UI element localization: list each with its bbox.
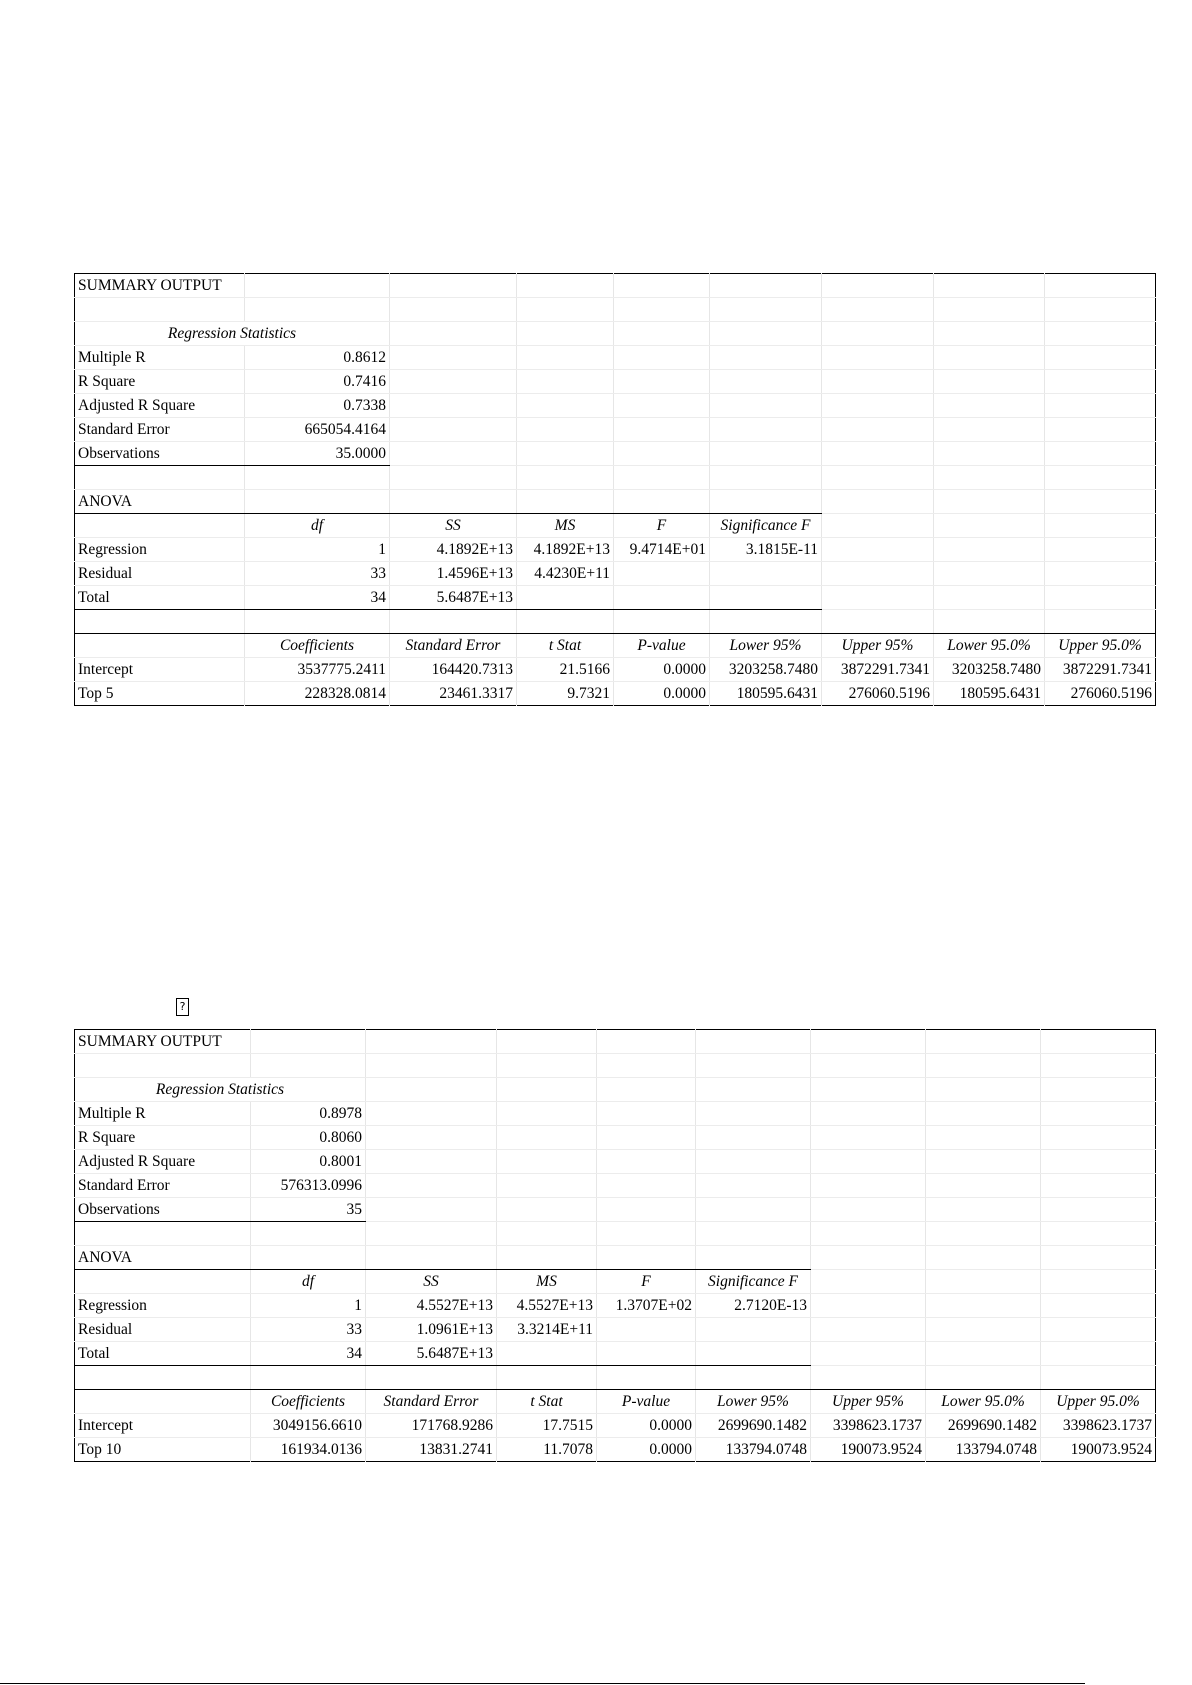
anova-df: 33 <box>251 1318 366 1342</box>
coef-header: Coefficients <box>251 1390 366 1414</box>
coef-value: 190073.9524 <box>811 1438 926 1462</box>
coef-value: 3872291.7341 <box>822 658 934 682</box>
coef-header: Standard Error <box>390 634 517 658</box>
coef-value: 133794.0748 <box>696 1438 811 1462</box>
summary-title: SUMMARY OUTPUT <box>75 1030 251 1054</box>
coef-header: Lower 95% <box>710 634 822 658</box>
anova-ss: 1.4596E+13 <box>390 562 517 586</box>
coef-header: Lower 95% <box>696 1390 811 1414</box>
anova-df: 34 <box>245 586 390 610</box>
anova-header-df: df <box>251 1270 366 1294</box>
coef-header: P-value <box>614 634 710 658</box>
coef-value: 0.0000 <box>614 682 710 706</box>
anova-row-label: Regression <box>75 1294 251 1318</box>
coef-value: 180595.6431 <box>934 682 1045 706</box>
anova-title: ANOVA <box>75 490 245 514</box>
coef-header: Upper 95.0% <box>1041 1390 1156 1414</box>
anova-row-label: Total <box>75 1342 251 1366</box>
anova-sig: 2.7120E-13 <box>696 1294 811 1318</box>
coef-value: 2699690.1482 <box>696 1414 811 1438</box>
stat-label: Standard Error <box>75 1174 251 1198</box>
coef-value: 161934.0136 <box>251 1438 366 1462</box>
anova-header-ss: SS <box>366 1270 497 1294</box>
anova-row-label: Regression <box>75 538 245 562</box>
anova-header-ss: SS <box>390 514 517 538</box>
anova-ms: 4.5527E+13 <box>497 1294 597 1318</box>
coef-value: 3398623.1737 <box>1041 1414 1156 1438</box>
coef-row-label: Top 10 <box>75 1438 251 1462</box>
summary-title: SUMMARY OUTPUT <box>75 274 245 298</box>
missing-glyph-icon: ? <box>176 998 189 1016</box>
anova-ss: 4.1892E+13 <box>390 538 517 562</box>
anova-header-ms: MS <box>517 514 614 538</box>
anova-sig: 3.1815E-11 <box>710 538 822 562</box>
page-bottom-rule <box>0 1683 1085 1684</box>
stat-value: 0.7416 <box>245 370 390 394</box>
stat-value: 665054.4164 <box>245 418 390 442</box>
coef-value: 9.7321 <box>517 682 614 706</box>
anova-ss: 5.6487E+13 <box>366 1342 497 1366</box>
anova-row-label: Residual <box>75 1318 251 1342</box>
coef-value: 17.7515 <box>497 1414 597 1438</box>
anova-header-significance-f: Significance F <box>696 1270 811 1294</box>
coef-value: 21.5166 <box>517 658 614 682</box>
anova-header-f: F <box>597 1270 696 1294</box>
anova-df: 1 <box>245 538 390 562</box>
regression-statistics-header: Regression Statistics <box>75 322 390 346</box>
coef-value: 276060.5196 <box>822 682 934 706</box>
coef-header: t Stat <box>497 1390 597 1414</box>
stat-value: 0.8001 <box>251 1150 366 1174</box>
stat-label: Observations <box>75 442 245 466</box>
coef-value: 180595.6431 <box>710 682 822 706</box>
anova-title: ANOVA <box>75 1246 251 1270</box>
coef-header: Upper 95% <box>822 634 934 658</box>
regression-statistics-header: Regression Statistics <box>75 1078 366 1102</box>
anova-ms: 4.1892E+13 <box>517 538 614 562</box>
stat-value: 0.8612 <box>245 346 390 370</box>
anova-row-label: Total <box>75 586 245 610</box>
coef-value: 228328.0814 <box>245 682 390 706</box>
stat-value: 0.7338 <box>245 394 390 418</box>
anova-row-label: Residual <box>75 562 245 586</box>
coef-value: 3203258.7480 <box>934 658 1045 682</box>
stat-label: Standard Error <box>75 418 245 442</box>
anova-header-ms: MS <box>497 1270 597 1294</box>
coef-value: 133794.0748 <box>926 1438 1041 1462</box>
coef-row-label: Top 5 <box>75 682 245 706</box>
coef-value: 0.0000 <box>597 1414 696 1438</box>
anova-ss: 1.0961E+13 <box>366 1318 497 1342</box>
coef-header: Coefficients <box>245 634 390 658</box>
stat-value: 35.0000 <box>245 442 390 466</box>
coef-value: 0.0000 <box>614 658 710 682</box>
anova-df: 34 <box>251 1342 366 1366</box>
anova-df: 1 <box>251 1294 366 1318</box>
stat-label: Observations <box>75 1198 251 1222</box>
coef-header: P-value <box>597 1390 696 1414</box>
stat-value: 35 <box>251 1198 366 1222</box>
coef-value: 3537775.2411 <box>245 658 390 682</box>
anova-ms: 3.3214E+11 <box>497 1318 597 1342</box>
anova-df: 33 <box>245 562 390 586</box>
coef-value: 13831.2741 <box>366 1438 497 1462</box>
coef-value: 171768.9286 <box>366 1414 497 1438</box>
stat-value: 0.8978 <box>251 1102 366 1126</box>
stat-value: 576313.0996 <box>251 1174 366 1198</box>
coef-value: 2699690.1482 <box>926 1414 1041 1438</box>
coef-value: 164420.7313 <box>390 658 517 682</box>
anova-header-df: df <box>245 514 390 538</box>
anova-header-f: F <box>614 514 710 538</box>
stat-label: R Square <box>75 370 245 394</box>
coef-value: 3049156.6610 <box>251 1414 366 1438</box>
anova-ms: 4.4230E+11 <box>517 562 614 586</box>
coef-value: 3203258.7480 <box>710 658 822 682</box>
regression-summary-table-top-5 <box>74 273 1156 706</box>
stat-label: R Square <box>75 1126 251 1150</box>
anova-ss: 5.6487E+13 <box>390 586 517 610</box>
coef-header: Upper 95.0% <box>1045 634 1156 658</box>
stat-label: Adjusted R Square <box>75 394 245 418</box>
coef-value: 3872291.7341 <box>1045 658 1156 682</box>
stat-label: Adjusted R Square <box>75 1150 251 1174</box>
coef-row-label: Intercept <box>75 1414 251 1438</box>
stat-label: Multiple R <box>75 346 245 370</box>
coef-header: Lower 95.0% <box>934 634 1045 658</box>
coef-row-label: Intercept <box>75 658 245 682</box>
stat-label: Multiple R <box>75 1102 251 1126</box>
coef-header: Standard Error <box>366 1390 497 1414</box>
coef-value: 0.0000 <box>597 1438 696 1462</box>
anova-f: 1.3707E+02 <box>597 1294 696 1318</box>
anova-header-significance-f: Significance F <box>710 514 822 538</box>
regression-summary-table-top-10 <box>74 1029 1156 1462</box>
anova-f: 9.4714E+01 <box>614 538 710 562</box>
coef-header: Upper 95% <box>811 1390 926 1414</box>
coef-value: 276060.5196 <box>1070 685 1152 702</box>
anova-ss: 4.5527E+13 <box>366 1294 497 1318</box>
stat-value: 0.8060 <box>251 1126 366 1150</box>
coef-value: 190073.9524 <box>1070 1441 1152 1458</box>
coef-value: 11.7078 <box>497 1438 597 1462</box>
coef-value: 23461.3317 <box>390 682 517 706</box>
coef-value: 3398623.1737 <box>811 1414 926 1438</box>
coef-header: Lower 95.0% <box>926 1390 1041 1414</box>
coef-header: t Stat <box>517 634 614 658</box>
